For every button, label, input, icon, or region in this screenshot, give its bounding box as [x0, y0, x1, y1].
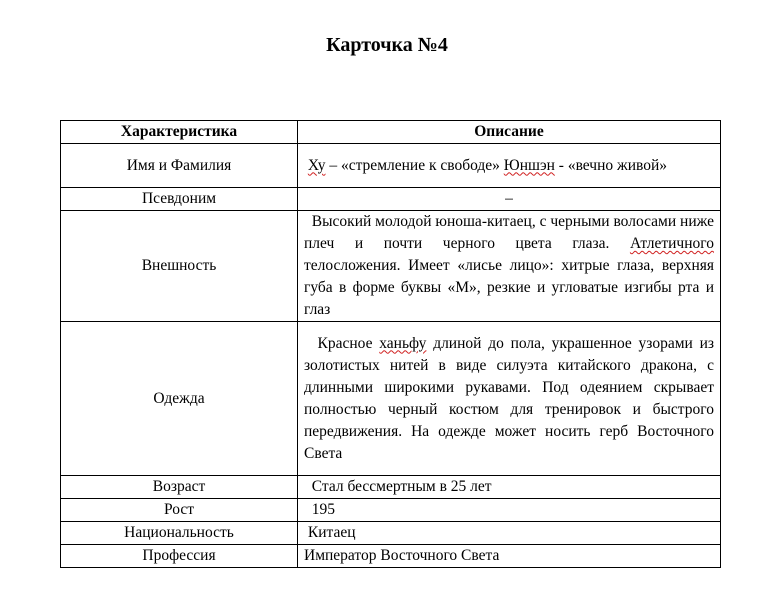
nationality-value-text: Китаец [307, 524, 356, 541]
row-profession [61, 545, 721, 568]
name-word-yunsheng: Юншэн [503, 156, 555, 174]
appearance-word-athletic: Атлетичного [629, 235, 714, 252]
row-alias-value: – [298, 188, 721, 211]
name-meaning-2: - «вечно живой» [554, 156, 668, 174]
clothing-text-end: длиной до пола, украшенное узорами из золотистых нитей в виде силуэта китайского дракона, с длинными широкими рукавами. Под одеянием скрывает полностью черный костюм для тренировок и быстрого передвижения. На одежде может носить герб Восточного Света [304, 334, 714, 462]
age-value-text: Стал бессмертным в 25 лет [311, 478, 492, 495]
row-height-value [298, 499, 721, 522]
row-age-value [298, 476, 721, 499]
row-alias-label: Псевдоним [61, 188, 298, 211]
name-meaning-1: – «стремление к свободе» [325, 156, 504, 174]
height-value-text: 195 [311, 501, 335, 518]
clothing-text-start: Красное [317, 334, 380, 352]
row-height [61, 499, 721, 522]
row-age-label: Возраст [61, 476, 298, 499]
row-name-label: Имя и Фамилия [61, 144, 298, 188]
row-profession-label: Профессия [61, 545, 298, 568]
row-height-label: Рост [61, 499, 298, 522]
character-card-table [60, 120, 721, 568]
row-name [61, 144, 721, 188]
row-clothing-value [298, 322, 721, 476]
header-description: Описание [298, 121, 721, 144]
name-word-hu: Ху [307, 156, 326, 174]
row-clothing [61, 322, 721, 476]
table-header-row [61, 121, 721, 144]
clothing-word-hanfu: ханьфу [379, 334, 427, 352]
row-nationality-label: Национальность [61, 522, 298, 545]
row-clothing-label: Одежда [61, 322, 298, 476]
appearance-text-end: телосложения. Имеет «лисье лицо»: хитрые глаза, верхняя губа в форме буквы «М», резкие и угловатые изгибы рта и глаз [304, 257, 714, 318]
page-title: Карточка №4 [326, 34, 448, 56]
row-nationality-value [298, 522, 721, 545]
row-age [61, 476, 721, 499]
row-name-value [298, 144, 721, 188]
row-profession-value: Император Восточного Света [298, 545, 721, 568]
appearance-text-start: Высокий молодой юноша-китаец, с черными волосами ниже плеч и почти черного цвета глаза. [304, 213, 715, 252]
row-appearance [61, 211, 721, 322]
header-characteristic: Характеристика [61, 121, 298, 144]
row-appearance-value [298, 211, 721, 322]
row-alias [61, 188, 721, 211]
row-nationality [61, 522, 721, 545]
row-appearance-label: Внешность [61, 211, 298, 322]
